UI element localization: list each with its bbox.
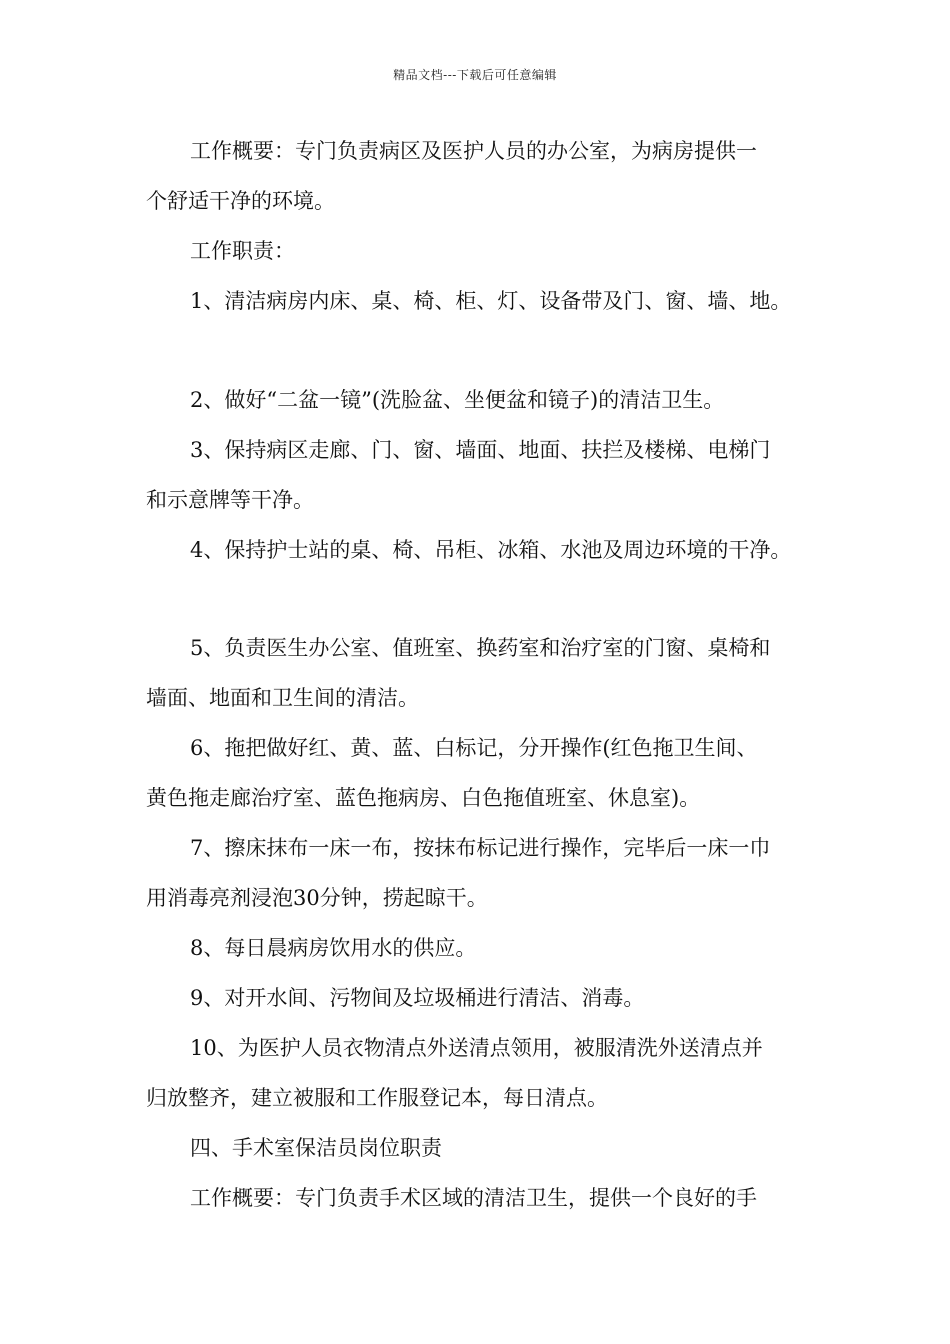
paragraph-line: 墙面、地面和卫生间的清洁。 bbox=[146, 686, 419, 710]
paragraph-line: 黄色拖走廊治疗室、蓝色拖病房、白色拖值班室、休息室)。 bbox=[146, 786, 701, 810]
paragraph-line: 工作概要：专门负责手术区域的清洁卫生，提供一个良好的手 bbox=[190, 1186, 757, 1210]
paragraph-line: 9、对开水间、污物间及垃圾桶进行清洁、消毒。 bbox=[190, 986, 645, 1010]
paragraph-line: 用消毒亮剂浸泡30分钟，捞起晾干。 bbox=[146, 886, 488, 910]
page-header: 精品文档---下载后可任意编辑 bbox=[393, 68, 557, 82]
section-heading: 四、手术室保洁员岗位职责 bbox=[190, 1136, 442, 1160]
paragraph-line: 3、保持病区走廊、门、窗、墙面、地面、扶拦及楼梯、电梯门 bbox=[190, 438, 771, 462]
paragraph-line: 个舒适干净的环境。 bbox=[146, 189, 335, 213]
paragraph-line: 7、擦床抹布一床一布，按抹布标记进行操作，完毕后一床一巾 bbox=[190, 836, 771, 860]
paragraph-line: 和示意牌等干净。 bbox=[146, 488, 314, 512]
paragraph-line: 1、清洁病房内床、桌、椅、柜、灯、设备带及门、窗、墙、地。 bbox=[190, 289, 792, 313]
paragraph-line: 4、保持护士站的桌、椅、吊柜、冰箱、水池及周边环境的干净。 bbox=[190, 538, 792, 562]
paragraph-line: 5、负责医生办公室、值班室、换药室和治疗室的门窗、桌椅和 bbox=[190, 636, 771, 660]
paragraph-line: 工作职责： bbox=[190, 239, 295, 263]
paragraph-line: 6、拖把做好红、黄、蓝、白标记，分开操作(红色拖卫生间、 bbox=[190, 736, 758, 760]
paragraph-line: 2、做好“二盆一镜”(洗脸盆、坐便盆和镜子)的清洁卫生。 bbox=[190, 388, 725, 412]
paragraph-line: 10、为医护人员衣物清点外送清点领用，被服清洗外送清点并 bbox=[190, 1036, 763, 1060]
paragraph-line: 8、每日晨病房饮用水的供应。 bbox=[190, 936, 477, 960]
paragraph-line: 工作概要：专门负责病区及医护人员的办公室，为病房提供一 bbox=[190, 139, 757, 163]
paragraph-line: 归放整齐，建立被服和工作服登记本，每日清点。 bbox=[146, 1086, 608, 1110]
